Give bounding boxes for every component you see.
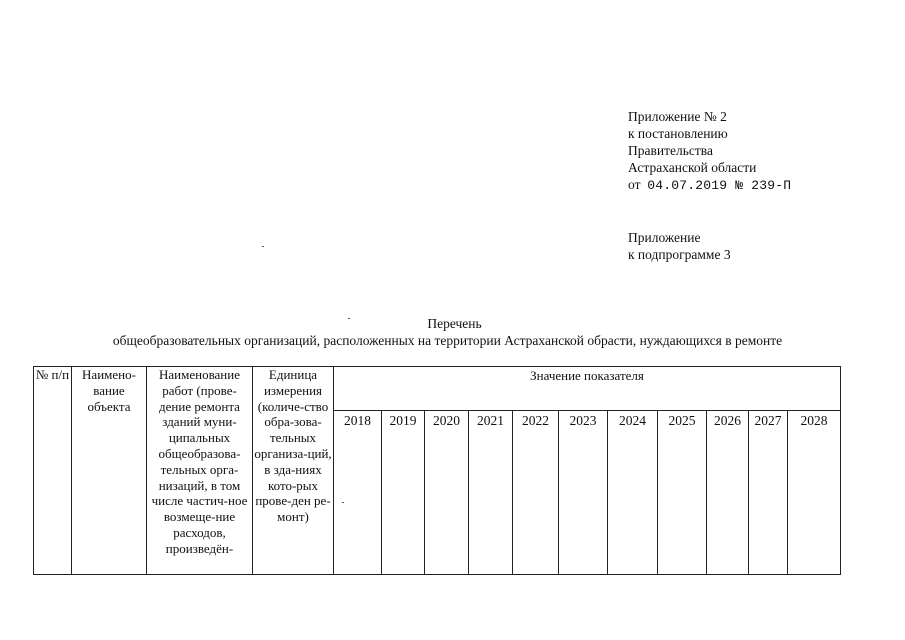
appendix-subprogram-block [628,229,731,263]
indicator-table [33,366,841,575]
year-cell-2028: 2028 [788,411,841,575]
year-cell-2024: 2024 [608,411,658,575]
appendix2-line-2: к подпрограмме 3 [628,247,731,262]
year-cell-2020: 2020 [425,411,469,575]
document-title: Перечень [427,316,482,331]
year-cell-2023: 2023 [559,411,608,575]
year-cell-2026: 2026 [707,411,749,575]
appendix-block [628,108,791,194]
year-cell-2018: 2018 [334,411,382,575]
appendix-line-1: Приложение № 2 [628,109,727,124]
appendix-date-line [628,176,791,194]
scan-speck [342,502,344,503]
scan-speck [262,246,264,247]
appendix-date-value: 04.07.2019 № 239-П [647,178,792,193]
appendix-line-4: Астраханской области [628,160,757,175]
header-object: Наимено-вание объекта [72,367,147,575]
year-cell-2025: 2025 [658,411,707,575]
scan-speck [348,318,350,319]
header-unit: Единица измерения (количе-ство обра-зова-тельных организа-ций, в зда-ниях кото-рых прове-ден ре-монт) [253,367,334,575]
header-number: № п/п [34,367,72,575]
year-cell-2021: 2021 [469,411,513,575]
year-cell-2027: 2027 [749,411,788,575]
header-works: Наименование работ (прове-дение ремонта зданий муни-ципальных общеобразова-тельных орга-низаций, в том числе частич-ное возмеще-ние расходов, произведён- [147,367,253,575]
appendix-line-2: к постановлению [628,126,728,141]
document-subtitle: общеобразовательных организаций, расположенных на территории Астраханской обрасти, нуждающихся в ремонте [112,333,783,348]
table-header-row [34,367,841,411]
appendix-line-3: Правительства [628,143,713,158]
appendix-date-prefix: от [628,177,641,192]
year-cell-2019: 2019 [382,411,425,575]
year-cell-2022: 2022 [513,411,559,575]
appendix2-line-1: Приложение [628,230,701,245]
header-value: Значение показателя [334,367,841,411]
